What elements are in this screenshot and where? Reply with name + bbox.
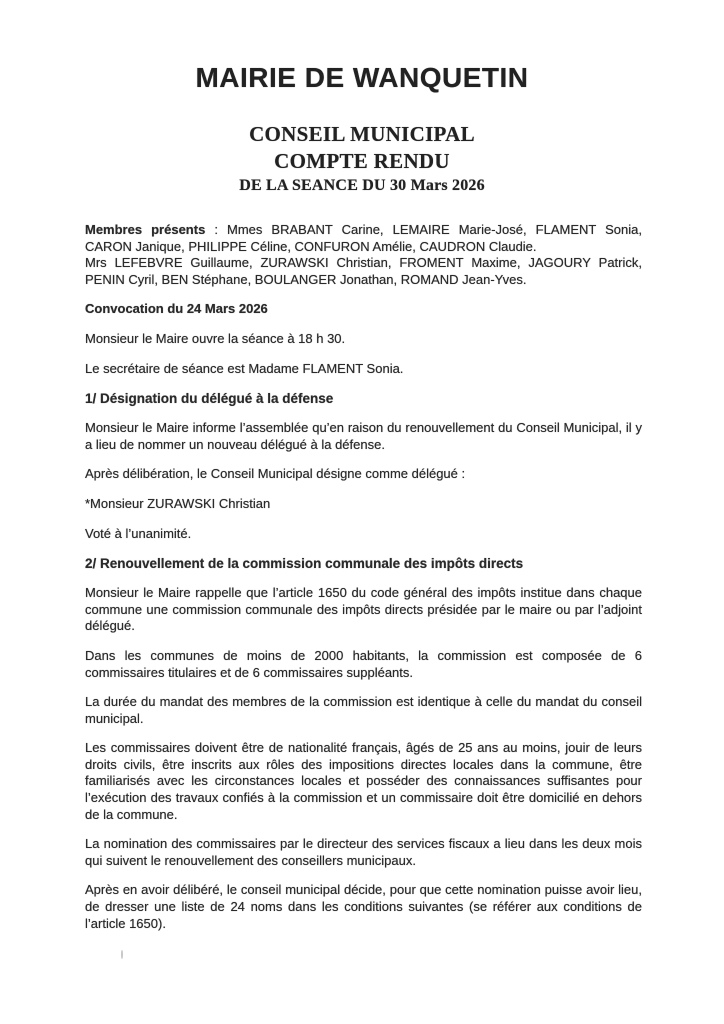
- document-body: [85, 222, 642, 945]
- section-2-heading: 2/ Renouvellement de la commission communale des impôts directs: [85, 556, 524, 572]
- session-opening-line: Monsieur le Maire ouvre la séance à 18 h 30.: [85, 330, 346, 346]
- paragraph: Dans les communes de moins de 2000 habitants, la commission est composée de 6 commissaires titulaires et de 6 commissaires suppléants.: [85, 647, 642, 680]
- subtitle-conseil-municipal: CONSEIL MUNICIPAL: [249, 122, 475, 146]
- paragraph: Monsieur le Maire rappelle que l’article 1650 du code général des impôts institue dans chaque commune une commission communale des impôts directs présidée par le maire ou par l’adjoint délégué.: [85, 585, 642, 634]
- members-present-label: Membres présents: [85, 222, 206, 237]
- secretary-line: Le secrétaire de séance est Madame FLAMENT Sonia.: [85, 360, 404, 376]
- subtitle-session-date: DE LA SEANCE DU 30 Mars 2026: [239, 177, 485, 194]
- members-present-mrs-list: Mrs LEFEBVRE Guillaume, ZURAWSKI Christian, FROMENT Maxime, JAGOURY Patrick, PENIN Cyril, BEN Stéphane, BOULANGER Jonathan, ROMAND Jean-Yves.: [85, 255, 642, 287]
- page-title: MAIRIE DE WANQUETIN: [195, 62, 529, 93]
- section-1-heading: 1/ Désignation du délégué à la défense: [85, 391, 334, 407]
- convocation-line: Convocation du 24 Mars 2026: [85, 301, 268, 317]
- paragraph: La nomination des commissaires par le directeur des services fiscaux a lieu dans les deux mois qui suivent le renouvellement des conseillers municipaux.: [85, 836, 642, 868]
- paragraph: Après délibération, le Conseil Municipal désigne comme délégué :: [85, 466, 466, 482]
- scan-artifact-speck: [121, 950, 123, 959]
- paragraph: *Monsieur ZURAWSKI Christian: [85, 495, 271, 511]
- paragraph: Les commissaires doivent être de nationalité français, âgés de 25 ans au moins, jouir de leurs droits civils, être inscrits aux rôles des impositions directes locales dans la commune, être familiarisés avec les circonstances locales et posséder des connaissances suffisantes pour l’exécution des travaux confiés à la commission et un commissaire doit être domicilié en dehors de la commune.: [85, 740, 642, 822]
- document-subtitle: [0, 121, 724, 197]
- paragraph: Après en avoir délibéré, le conseil municipal décide, pour que cette nomination puisse avoir lieu, de dresser une liste de 24 noms dans les conditions suivantes (se référer aux conditions de l’article 1650).: [85, 882, 642, 931]
- paragraph: La durée du mandat des membres de la commission est identique à celle du mandat du conseil municipal.: [85, 694, 642, 726]
- subtitle-compte-rendu: COMPTE RENDU: [274, 149, 450, 173]
- paragraph: Monsieur le Maire informe l’assemblée qu’en raison du renouvellement du Conseil Municipal, il y a lieu de nommer un nouveau délégué à la défense.: [85, 420, 642, 452]
- members-present-mmes-list: : Mmes BRABANT Carine, LEMAIRE Marie-José, FLAMENT Sonia, CARON Janique, PHILIPPE Céline, CONFURON Amélie, CAUDRON Claudie.: [85, 222, 642, 254]
- members-present-paragraph: [85, 222, 642, 288]
- paragraph: Voté à l’unanimité.: [85, 525, 192, 541]
